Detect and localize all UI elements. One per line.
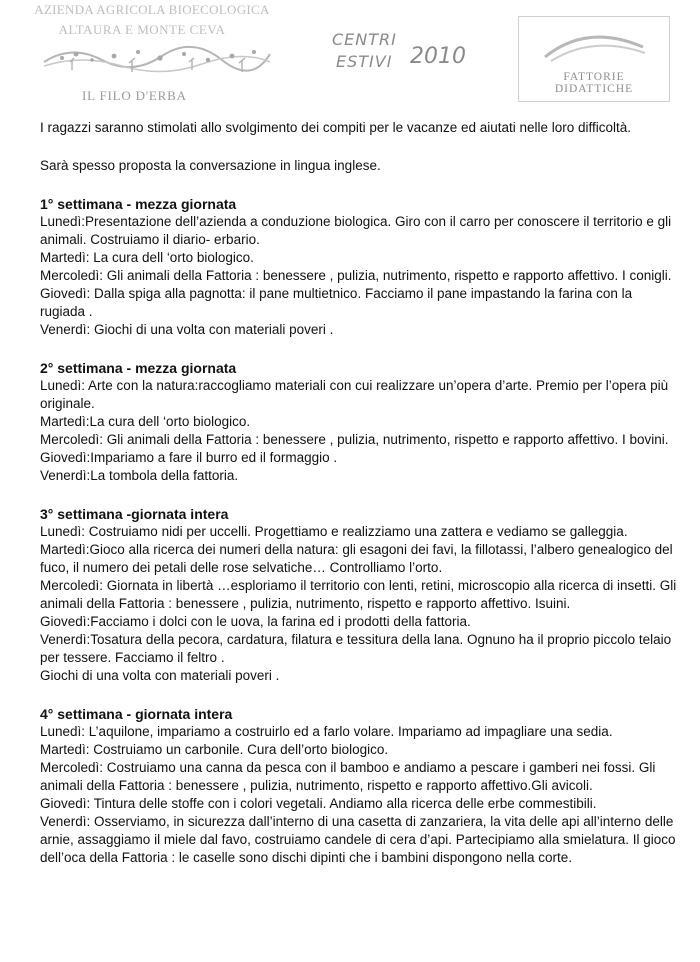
logo-subtitle: IL FILO D'ERBA — [82, 88, 187, 103]
activity-line: Venerdì: Osserviamo, in sicurezza dall’interno di una casetta di zanzariera, la vita delle api all’interno delle arnie, assaggiamo il miele dal favo, costruiamo candele di cera d’api. Partecipiamo alla smielatura. Il gioco dell’oca della Fattoria : le caselle sono dischi dipinti che i bambini dispongono nella corte. — [40, 814, 676, 865]
farm-landscape-icon — [42, 40, 272, 80]
week-section — [40, 195, 680, 339]
activity-line: Giochi di una volta con materiali poveri . — [40, 668, 280, 683]
activity-line: Mercoledì: Giornata in libertà …esploriamo il territorio con lenti, retini, microscopio alla ricerca di insetti. Gli animali della Fattoria : benessere , pulizia, nutrimento, rispetto e rapporto affettivo. Isuini. — [40, 578, 677, 611]
fattorie-didattiche-logo — [518, 16, 670, 102]
activity-line: Lunedì:Presentazione dell’azienda a conduzione biologica. Giro con il carro per conoscere il territorio e gli animali. Costruiamo il diario- erbario. — [40, 214, 672, 247]
intro-paragraph: Sarà spesso proposta la conversazione in lingua inglese. — [40, 158, 381, 173]
activity-line: Giovedì: Dalla spiga alla pagnotta: il pane multietnico. Facciamo il pane impastando la farina con la rugiada . — [40, 286, 633, 319]
page-header — [0, 0, 700, 112]
activity-line: Giovedì: Tintura delle stoffe con i colori vegetali. Andiamo alla ricerca delle erbe commestibili. — [40, 796, 597, 811]
activity-line: Lunedì: Arte con la natura:raccogliamo materiali con cui realizzare un’opera d’arte. Premio per l’opera più originale. — [40, 378, 669, 411]
week-title: 4° settimana - giornata intera — [40, 706, 233, 722]
week-section — [40, 705, 680, 867]
activity-line: Giovedì:Facciamo i dolci con le uova, la farina ed i prodotti della fattoria. — [40, 614, 471, 629]
activity-line: Mercoledì: Gli animali della Fattoria : benessere , pulizia, nutrimento, rispetto e rapporto affettivo. I conigli. — [40, 268, 672, 283]
activity-line: Martedì:Gioco alla ricerca dei numeri della natura: gli esagoni dei favi, la fillotassi, l’albero genealogico del fuco, il numero dei petali delle rose selvatiche… Controlliamo l’orto. — [40, 542, 673, 575]
activity-line: Martedì: La cura dell ‘orto biologico. — [40, 250, 254, 265]
handwritten-line-2: ESTIVI — [336, 52, 393, 71]
activity-line: Martedì: Costruiamo un carbonile. Cura dell’orto biologico. — [40, 742, 389, 757]
handwritten-note — [326, 28, 466, 82]
activity-line: Mercoledì: Gli animali della Fattoria : benessere , pulizia, nutrimento, rispetto e rapporto affettivo. I bovini. — [40, 432, 669, 447]
activity-line: Lunedì: L’aquilone, impariamo a costruirlo ed a farlo volare. Impariamo ad impagliare una sedia. — [40, 724, 613, 739]
activity-line: Mercoledì: Costruiamo una canna da pesca con il bamboo e andiamo a pescare i gamberi nei fossi. Gli animali della Fattoria : benessere , pulizia, nutrimento, rispetto e rapporto affettivo.Gli avicoli. — [40, 760, 656, 793]
swoosh-icon — [537, 29, 651, 65]
handwritten-year: 2010 — [410, 44, 466, 69]
handwritten-line-1: CENTRI — [332, 30, 397, 49]
logo-farm-name: AZIENDA AGRICOLA BIOECOLOGICA — [34, 2, 270, 17]
activity-line: Venerdì:Tosatura della pecora, cardatura, filatura e tessitura della lana. Ognuno ha il proprio piccolo telaio per tessere. Facciamo il feltro . — [40, 632, 672, 665]
farm-logo — [22, 0, 282, 108]
activity-line: Venerdì: Giochi di una volta con materiali poveri . — [40, 322, 334, 337]
activity-line: Giovedì:Impariamo a fare il burro ed il formaggio . — [40, 450, 338, 465]
logo-location: ALTAURA E MONTE CEVA — [58, 22, 226, 37]
week-section — [40, 359, 680, 485]
activity-line: Martedì:La cura dell ‘orto biologico. — [40, 414, 251, 429]
week-title: 2° settimana - mezza giornata — [40, 360, 237, 376]
week-section — [40, 505, 680, 685]
week-title: 1° settimana - mezza giornata — [40, 196, 237, 212]
intro-paragraph: I ragazzi saranno stimolati allo svolgimento dei compiti per le vacanze ed aiutati nelle loro difficoltà. — [40, 120, 632, 135]
document-body — [40, 119, 680, 867]
stamp-label: FATTORIE DIDATTICHE — [554, 71, 634, 95]
week-title: 3° settimana -giornata intera — [40, 506, 229, 522]
activity-line: Venerdì:La tombola della fattoria. — [40, 468, 239, 483]
activity-line: Lunedì: Costruiamo nidi per uccelli. Progettiamo e realizziamo una zattera e vediamo se galleggia. — [40, 524, 628, 539]
